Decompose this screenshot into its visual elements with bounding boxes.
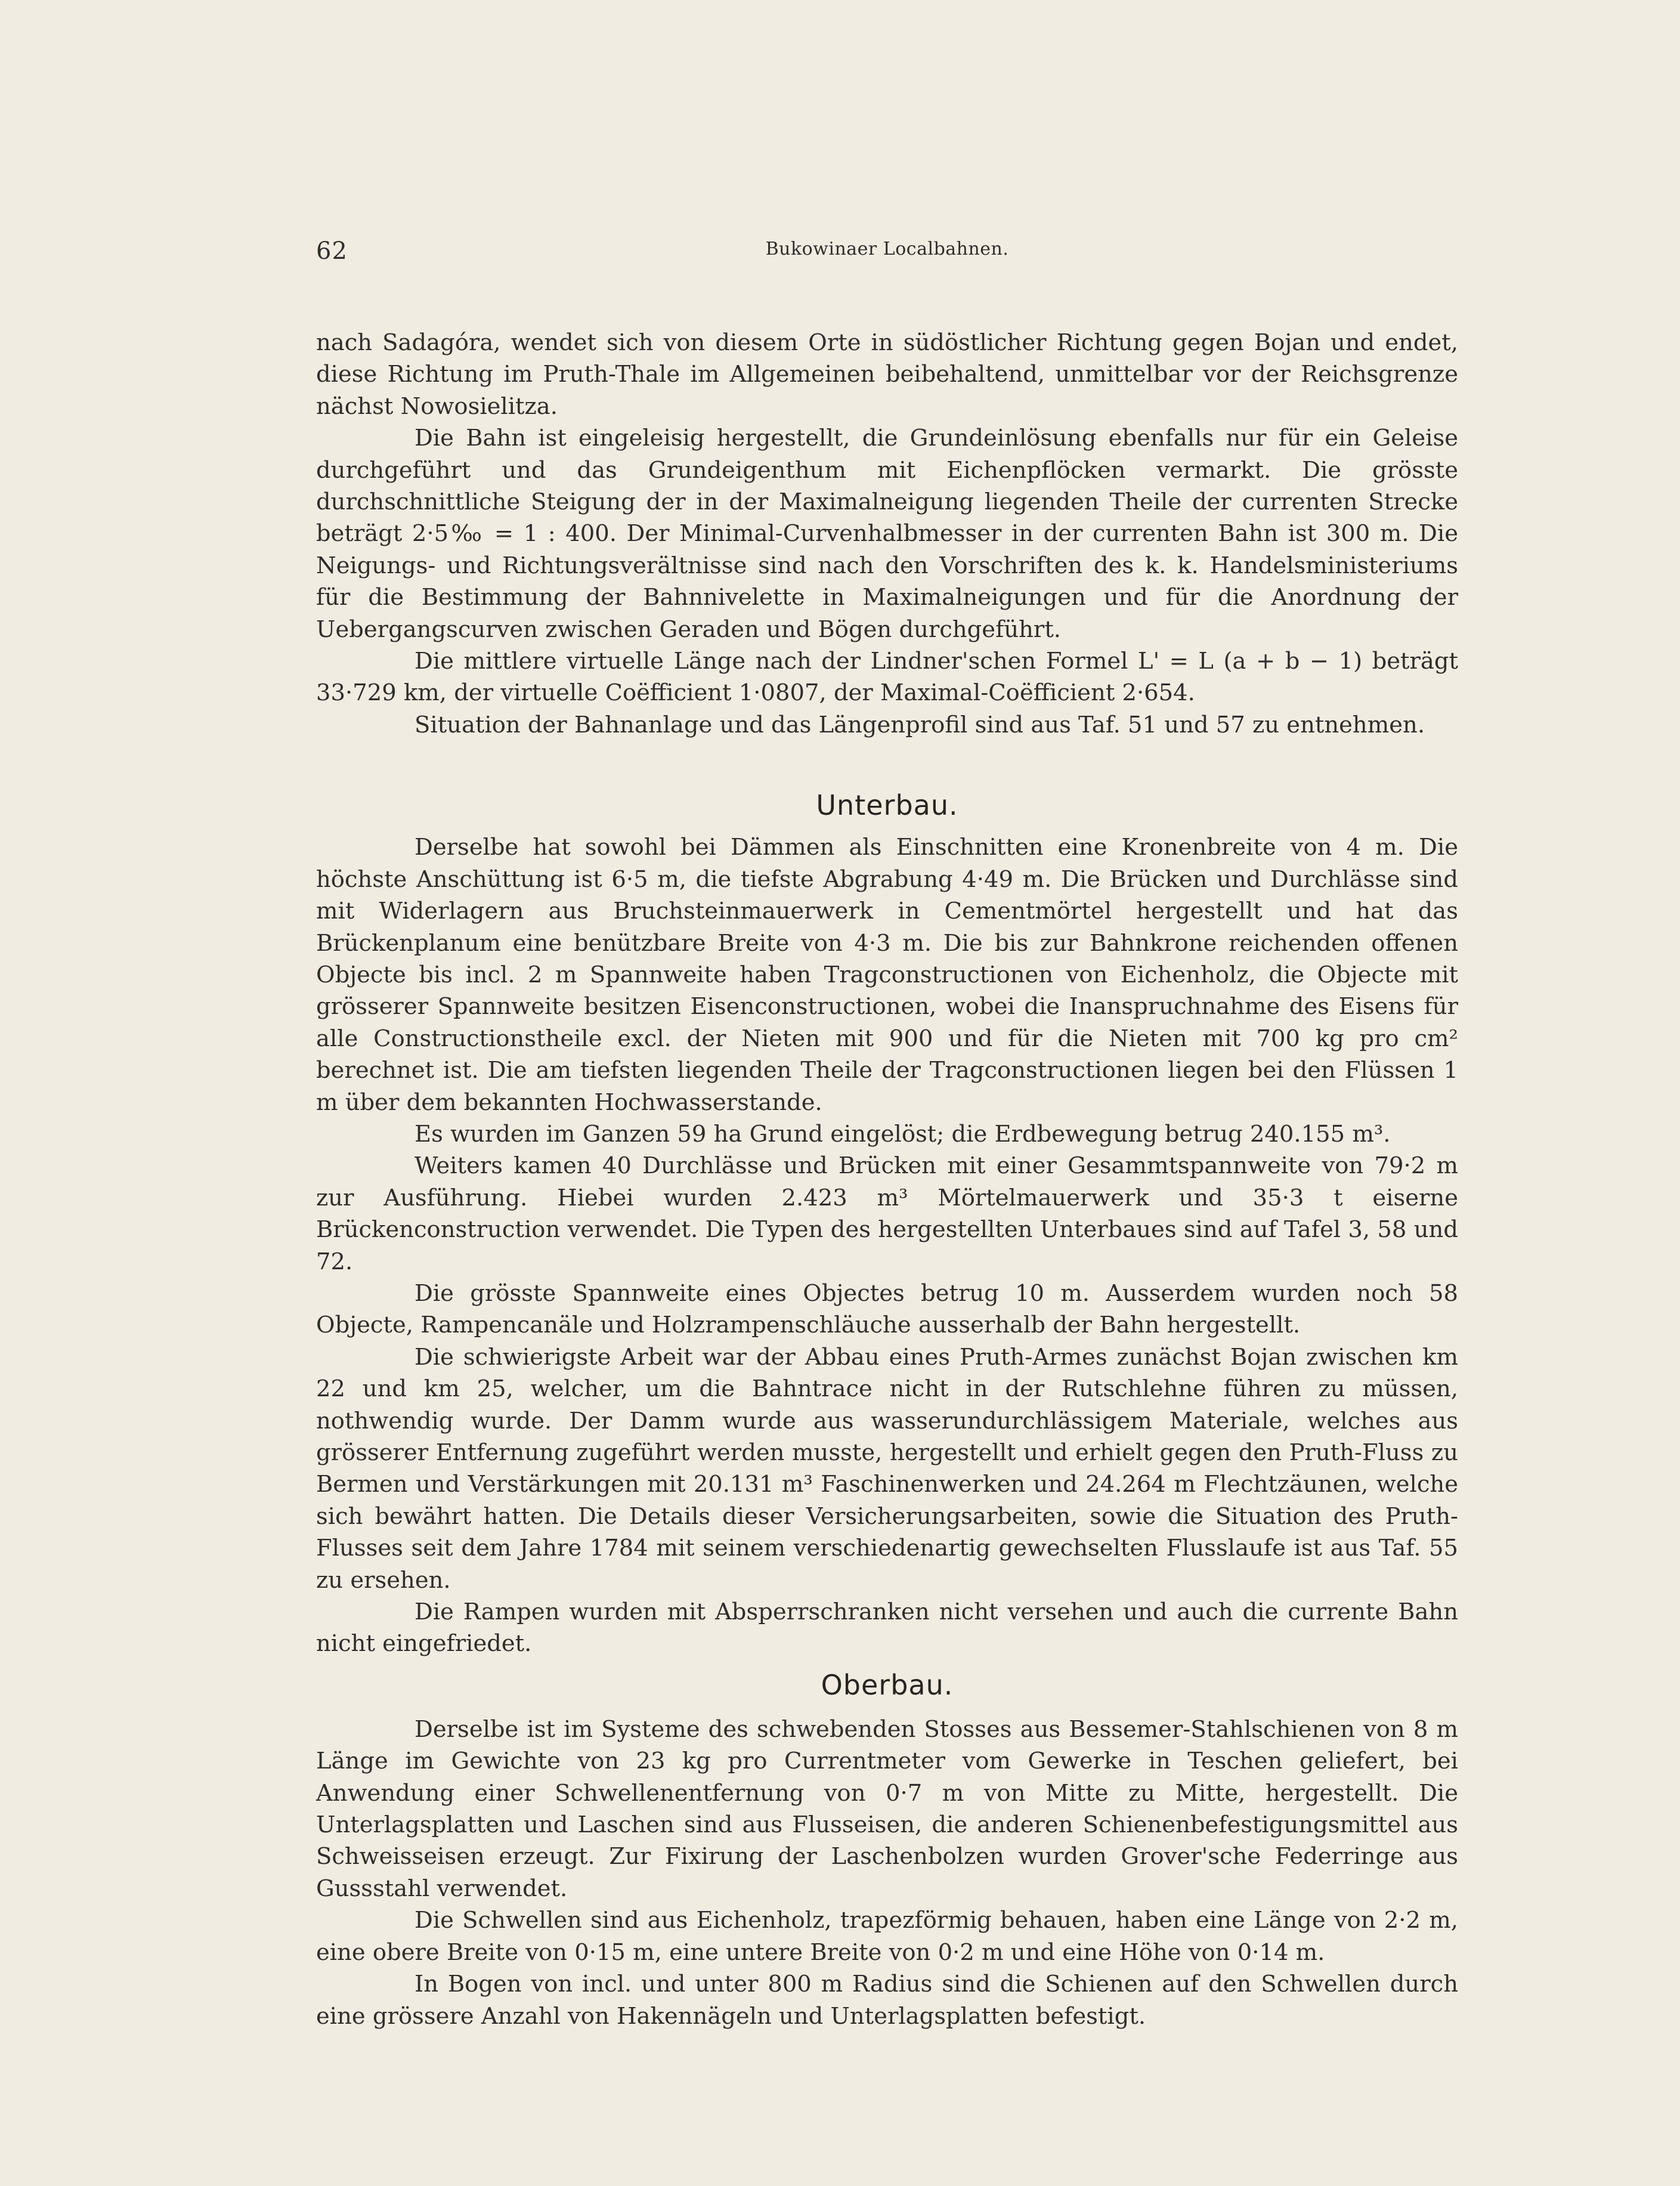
paragraph: nach Sadagóra, wendet sich von diesem Orte in südöstlicher Richtung gegen Bojan und endet, diese Richtung im Pruth-Thale im Allgemeinen beibehaltend, unmittelbar vor der Reichsgrenze nächst Nowosielitza. xyxy=(316,329,1458,420)
paragraph: Derselbe ist im Systeme des schwebenden Stosses aus Bessemer-Stahlschienen von 8 m Länge im Gewichte von 23 kg pro Currentmeter vom Gewerke in Teschen geliefert, bei Anwendung einer Schwellenentfernung von 0·7 m von Mitte zu Mitte, hergestellt. Die Unterlagsplatten und Laschen sind aus Flusseisen, die anderen Schienenbefestigungsmittel aus Schweisseisen erzeugt. Zur Fixirung der Laschenbolzen wurden Grover'sche Federringe aus Gussstahl verwendet. xyxy=(316,1715,1458,1902)
paragraph: Die Schwellen sind aus Eichenholz, trapezförmig behauen, haben eine Länge von 2·2 m, eine obere Breite von 0·15 m, eine untere Breite von 0·2 m und eine Höhe von 0·14 m. xyxy=(316,1907,1458,1966)
paragraph: Die Rampen wurden mit Absperrschranken nicht versehen und auch die currente Bahn nicht eingefriedet. xyxy=(316,1598,1458,1658)
paragraph: Situation der Bahnanlage und das Längenprofil sind aus Taf. 51 und 57 zu entnehmen. xyxy=(414,711,1425,738)
paragraph: Derselbe hat sowohl bei Dämmen als Einschnitten eine Kronenbreite von 4 m. Die höchste Anschüttung ist 6·5 m, die tiefste Abgrabung 4·49 m. Die Brücken und Durchlässe sind mit Widerlagern aus Bruchsteinmauerwerk in Cementmörtel hergestellt und hat das Brückenplanum eine benützbare Breite von 4·3 m. Die bis zur Bahnkrone reichenden offenen Objecte bis incl. 2 m Spannweite haben Tragconstructionen von Eichenholz, die Objecte mit grösserer Spannweite besitzen Eisenconstructionen, wobei die Inanspruchnahme des Eisens für alle Constructionstheile excl. der Nieten mit 900 und für die Nieten mit 700 kg pro cm² berechnet ist. Die am tiefsten liegenden Theile der Tragconstructionen liegen bei den Flüssen 1 m über dem bekannten Hochwasserstande. xyxy=(316,834,1458,1116)
running-title: Bukowinaer Localbahnen. xyxy=(765,239,1009,259)
page-header xyxy=(316,237,1458,273)
paragraph: Es wurden im Ganzen 59 ha Grund eingelöst; die Erdbewegung betrug 240.155 m³. xyxy=(414,1120,1391,1148)
paragraph: In Bogen von incl. und unter 800 m Radius sind die Schienen auf den Schwellen durch eine grössere Anzahl von Hakennägeln und Unterlagsplatten befestigt. xyxy=(316,1971,1458,2030)
paragraph: Die schwierigste Arbeit war der Abbau eines Pruth-Armes zunächst Bojan zwischen km 22 und km 25, welcher, um die Bahntrace nicht in der Rutschlehne führen zu müssen, nothwendig wurde. Der Damm wurde aus wasserundurchlässigem Materiale, welches aus grösserer Entfernung zugeführt werden musste, hergestellt und erhielt gegen den Pruth-Fluss zu Bermen und Verstärkungen mit 20.131 m³ Faschinenwerken und 24.264 m Flechtzäunen, welche sich bewährt hatten. Die Details dieser Versicherungsarbeiten, sowie die Situation des Pruth-Flusses seit dem Jahre 1784 mit seinem verschiedenartig gewechselten Flusslaufe ist aus Taf. 55 zu ersehen. xyxy=(316,1343,1458,1594)
section-heading-oberbau: Oberbau. xyxy=(821,1668,954,1701)
paragraph: Die Bahn ist eingeleisig hergestellt, die Grundeinlösung ebenfalls nur für ein Geleise durchgeführt und das Grundeigenthum mit Eichenpflöcken vermarkt. Die grösste durchschnittliche Steigung der in der Maximalneigung liegenden Theile der currenten Strecke beträgt 2·5‰ = 1 : 400. Der Minimal-Curvenhalbmesser in der currenten Bahn ist 300 m. Die Neigungs- und Richtungsverältnisse sind nach den Vorschriften des k. k. Handelsministeriums für die Bestimmung der Bahnnivelette in Maximalneigungen und für die Anordnung der Uebergangscurven zwischen Geraden und Bögen durchgeführt. xyxy=(316,425,1458,643)
page-body xyxy=(316,327,1458,2032)
paragraph: Weiters kamen 40 Durchlässe und Brücken mit einer Gesammtspannweite von 79·2 m zur Ausführung. Hiebei wurden 2.423 m³ Mörtelmauerwerk und 35·3 t eiserne Brückenconstruction verwendet. Die Typen des hergestellten Unterbaues sind auf Tafel 3, 58 und 72. xyxy=(316,1152,1458,1275)
paragraph: Die grösste Spannweite eines Objectes betrug 10 m. Ausserdem wurden noch 58 Objecte, Rampencanäle und Holzrampenschläuche ausserhalb der Bahn hergestellt. xyxy=(316,1279,1458,1339)
paragraph: Die mittlere virtuelle Länge nach der Lindner'schen Formel L' = L (a + b − 1) beträgt 33·729 km, der virtuelle Coëfficient 1·0807, der Maximal-Coëfficient 2·654. xyxy=(316,648,1458,707)
page-number: 62 xyxy=(316,237,348,265)
section-heading-unterbau: Unterbau. xyxy=(816,789,958,822)
